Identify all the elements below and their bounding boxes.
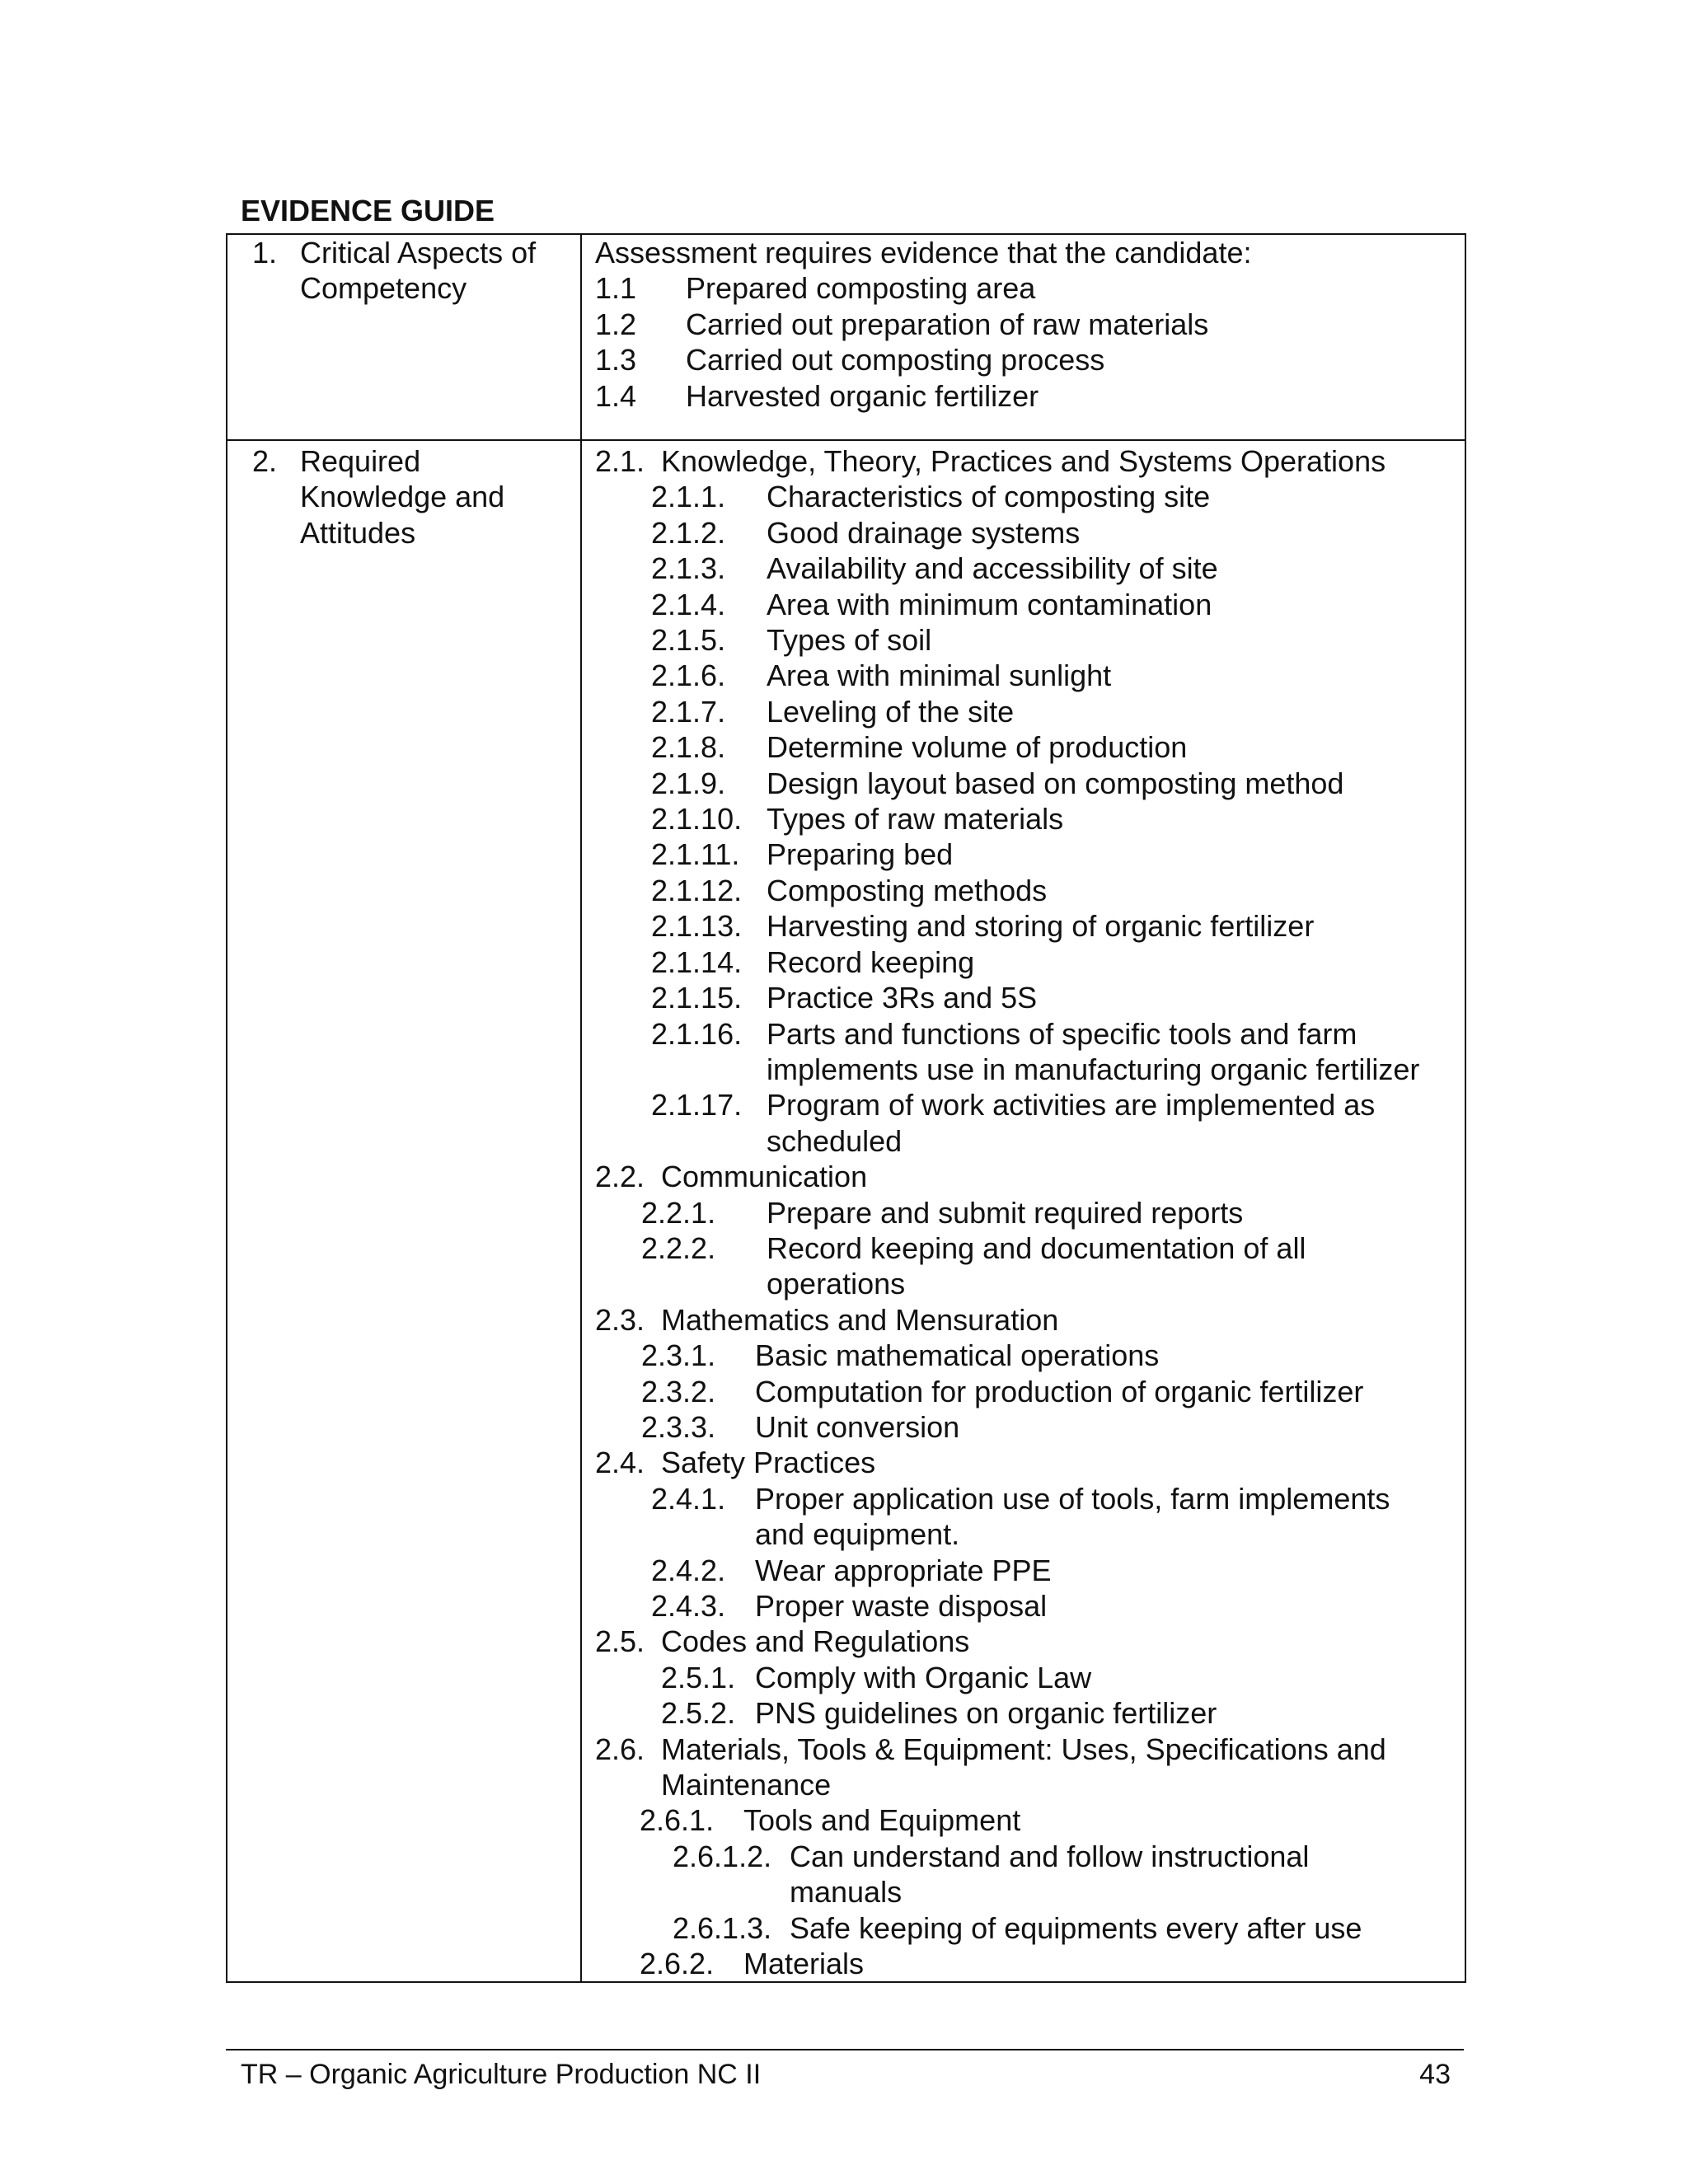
list-item [595,342,1465,377]
aspect-number: 1. [252,236,278,269]
item-number: 2.2. [595,1160,645,1194]
list-item [595,307,1465,342]
item-number: 2.5. [595,1624,645,1659]
list-item [595,1052,1465,1087]
list-item [595,1802,1465,1838]
item-text: Carried out preparation of raw materials [686,307,1209,341]
assessment-intro: Assessment requires evidence that the candidate: [595,236,1252,269]
item-number: 2.1.1. [651,480,726,514]
footer-divider [226,2049,1464,2050]
aspect-label [227,235,580,307]
item-text: Types of raw materials [767,802,1064,837]
list-item [595,1660,1465,1695]
item-text: Basic mathematical operations [755,1338,1160,1373]
item-text: Practice 3Rs and 5S [767,981,1038,1015]
item-number: 2.3.3. [641,1409,716,1444]
aspect-label [227,443,580,551]
item-text: Record keeping [767,944,975,979]
item-text: operations [767,1267,906,1301]
list-item [595,1230,1465,1266]
item-number: 2.3.1. [641,1338,716,1373]
item-number: 2.1.12. [651,873,743,907]
table-row [227,234,1465,440]
list-item [595,766,1465,801]
section-heading: EVIDENCE GUIDE [241,194,495,227]
item-text: Types of soil [767,623,932,658]
item-text: Program of work activities are implemented as [767,1088,1376,1122]
item-text: scheduled [767,1123,903,1158]
item-text: Prepared composting area [686,271,1036,306]
item-text: Can understand and follow instructional [790,1839,1310,1873]
list-item [595,1588,1465,1624]
list-item [595,1839,1465,1874]
list-item [595,270,1465,306]
item-number: 2.4.3. [651,1589,726,1623]
item-number: 2.1.8. [651,730,726,765]
list-item [595,1409,1465,1445]
list-item [595,443,1465,479]
table-row [227,440,1465,1982]
list-item [595,694,1465,729]
item-number: 1.4 [595,378,637,413]
item-text: Proper waste disposal [755,1589,1048,1623]
list-item [595,729,1465,765]
list-item [595,1445,1465,1480]
aspect-number: 2. [252,444,278,478]
aspect-label-line: Critical Aspects of [300,236,537,269]
list-item [595,551,1465,586]
list-item [595,515,1465,551]
item-text: Availability and accessibility of site [767,551,1218,586]
list-item [595,1266,1465,1301]
list-item [595,1874,1465,1910]
knowledge-list [582,441,1465,1981]
item-number: 1.2 [595,307,637,341]
item-number: 2.1.11. [651,837,740,872]
item-text: Safety Practices [661,1446,876,1480]
list-item [595,658,1465,693]
list-item [595,873,1465,908]
list-item [595,1016,1465,1052]
aspect-label-cell [227,234,581,440]
aspect-content-cell [581,234,1465,440]
item-text: Comply with Organic Law [755,1660,1092,1694]
item-text: Area with minimum contamination [767,587,1212,621]
item-text: Parts and functions of specific tools and farm [767,1016,1357,1051]
item-text: Mathematics and Mensuration [661,1302,1059,1337]
item-number: 2.4. [595,1446,645,1480]
list-item [595,944,1465,980]
list-item [595,1767,1465,1802]
page-number: 43 [1419,2059,1451,2090]
aspect-content-cell [581,440,1465,1982]
item-text: Preparing bed [767,837,954,872]
item-text: PNS guidelines on organic fertilizer [755,1696,1217,1731]
item-number: 2.1.9. [651,766,726,800]
item-number: 2.4.1. [651,1481,726,1516]
item-text: Materials, Tools & Equipment: Uses, Specifications and [661,1732,1386,1766]
list-item [595,1624,1465,1659]
item-number: 2.1.16. [651,1016,743,1051]
item-number: 2.1.10. [651,802,743,837]
item-text: Leveling of the site [767,694,1015,729]
list-item [595,1374,1465,1409]
item-text: Wear appropriate PPE [755,1553,1052,1587]
item-text: Safe keeping of equipments every after use [790,1910,1362,1945]
item-number: 2.2.1. [641,1195,716,1230]
list-item [595,1159,1465,1194]
item-text: Tools and Equipment [743,1803,1021,1838]
item-number: 2.1.7. [651,694,726,729]
evidence-guide-table [226,233,1466,1983]
aspect-label-line: Required [300,444,421,478]
aspect-label-line: Competency [300,271,467,306]
item-text: Determine volume of production [767,730,1188,765]
item-text: Maintenance [661,1768,832,1802]
item-text: Communication [661,1160,868,1194]
list-item [595,1516,1465,1552]
item-text: manuals [790,1875,903,1910]
list-item [595,1910,1465,1946]
list-item [595,908,1465,944]
item-number: 2.5.2. [661,1696,736,1731]
item-text: Prepare and submit required reports [767,1195,1244,1230]
item-number: 2.1.5. [651,623,726,658]
item-number: 2.6. [595,1732,645,1766]
list-item [595,1553,1465,1588]
list-item [595,980,1465,1015]
list-item [595,1732,1465,1767]
list-item [595,1481,1465,1516]
list-item [595,479,1465,514]
item-number: 2.6.1.3. [673,1910,772,1945]
item-text: implements use in manufacturing organic fertilizer [767,1052,1420,1086]
item-text: and equipment. [755,1517,960,1552]
list-item [595,1087,1465,1122]
list-item [595,837,1465,872]
item-number: 2.1.4. [651,587,726,621]
item-text: Materials [743,1947,865,1981]
item-text: Area with minimal sunlight [767,658,1112,693]
item-text: Characteristics of composting site [767,480,1211,514]
item-text: Composting methods [767,873,1048,907]
item-text: Proper application use of tools, farm implements [755,1481,1390,1516]
item-number: 2.5.1. [661,1660,736,1694]
item-text: Carried out composting process [686,343,1105,377]
item-text: Computation for production of organic fertilizer [755,1374,1364,1408]
aspect-label-line: Knowledge and [300,480,505,514]
item-number: 2.1.17. [651,1088,743,1122]
item-text: Knowledge, Theory, Practices and Systems Operations [661,444,1386,478]
item-number: 1.3 [595,343,637,377]
item-number: 2.6.1. [640,1803,715,1838]
list-item [595,1338,1465,1373]
item-text: Harvested organic fertilizer [686,378,1039,413]
item-number: 2.1.14. [651,944,743,979]
item-number: 2.1. [595,444,645,478]
item-number: 1.1 [595,271,637,306]
list-item [595,1695,1465,1731]
list-item [595,587,1465,622]
item-text: Record keeping and documentation of all [767,1230,1306,1265]
item-number: 2.2.2. [641,1230,716,1265]
item-text: Design layout based on composting method [767,766,1344,800]
aspect-label-line: Attitudes [300,515,416,550]
item-number: 2.3. [595,1302,645,1337]
item-number: 2.3.2. [641,1374,716,1408]
list-item [595,378,1465,414]
list-item [595,801,1465,837]
item-number: 2.6.1.2. [673,1839,772,1873]
list-item [595,1302,1465,1338]
item-number: 2.1.15. [651,981,743,1015]
item-number: 2.4.2. [651,1553,726,1587]
list-item [595,1123,1465,1159]
item-text: Harvesting and storing of organic fertilizer [767,909,1315,944]
footer-title: TR – Organic Agriculture Production NC II [241,2059,762,2090]
item-number: 2.1.13. [651,909,743,944]
aspect-label-cell [227,440,581,1982]
list-item [595,1195,1465,1230]
item-number: 2.1.2. [651,515,726,550]
list-item [595,1946,1465,1981]
list-item [595,622,1465,658]
item-number: 2.1.6. [651,658,726,693]
item-text: Good drainage systems [767,515,1081,550]
item-number: 2.6.2. [640,1947,715,1981]
item-text: Unit conversion [755,1409,960,1444]
item-number: 2.1.3. [651,551,726,586]
item-text: Codes and Regulations [661,1624,970,1659]
